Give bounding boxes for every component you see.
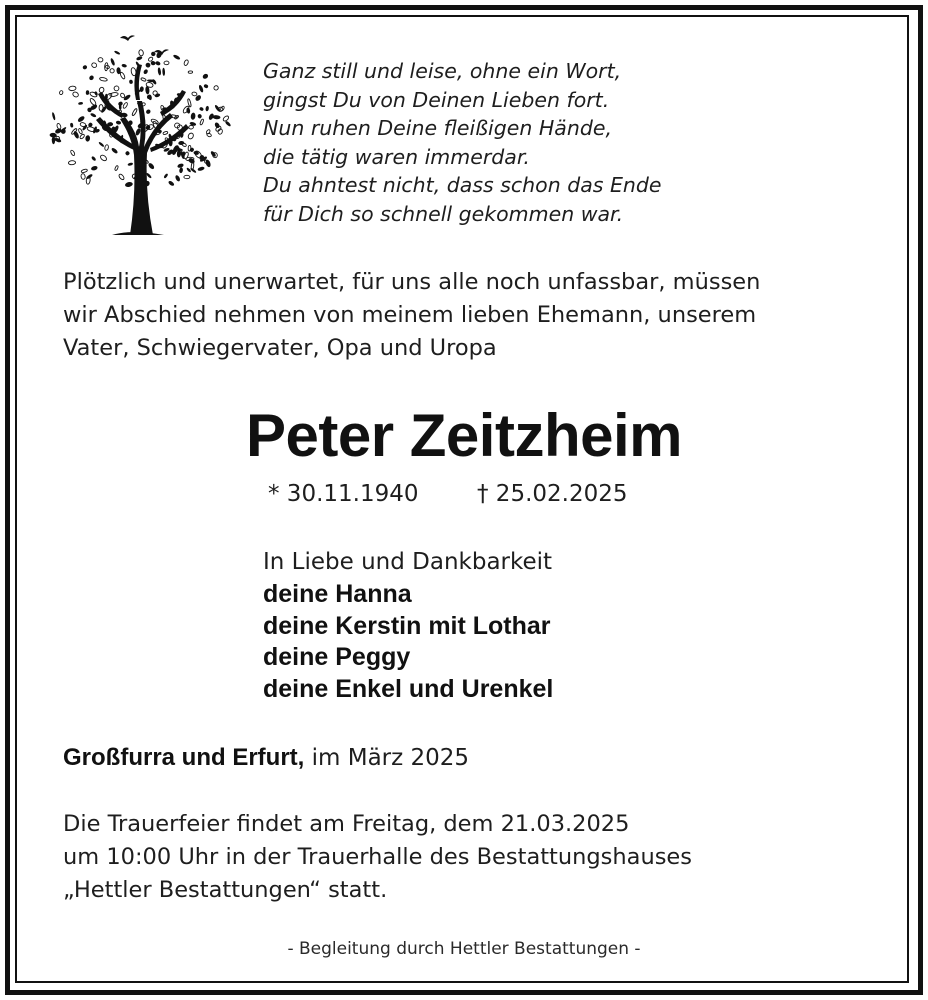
poem-line: Du ahntest nicht, dass schon das Ende <box>263 173 662 198</box>
mourner-name: deine Hanna <box>263 579 412 608</box>
place-date-line <box>63 741 469 775</box>
death-date: † 25.02.2025 <box>477 481 628 507</box>
mourners-intro: In Liebe und Dankbarkeit <box>263 549 553 575</box>
mourner-name: deine Kerstin mit Lothar <box>263 611 551 640</box>
mourner-name: deine Enkel und Urenkel <box>263 675 554 704</box>
place-location: Großfurra und Erfurt, <box>63 744 305 771</box>
poem-line: Ganz still und leise, ohne ein Wort, <box>263 59 622 83</box>
footer-note: - Begleitung durch Hettler Bestattungen - <box>287 939 641 959</box>
poem-line: die tätig waren immerdar. <box>263 144 530 169</box>
birth-date: * 30.11.1940 <box>268 481 419 507</box>
intro-line: wir Abschied nehmen von meinem lieben Ehemann, unserem <box>63 302 757 328</box>
poem-line: gingst Du von Deinen Lieben fort. <box>263 87 610 112</box>
mourners <box>263 547 553 706</box>
deceased-name: Peter Zeitzheim <box>246 402 682 469</box>
poem <box>263 57 662 229</box>
intro-line: Vater, Schwiegervater, Opa und Uropa <box>63 335 497 361</box>
tree-icon <box>42 30 237 242</box>
intro-line: Plötzlich und unerwartet, für uns alle noch unfassbar, müssen <box>63 269 761 295</box>
service-line: um 10:00 Uhr in der Trauerhalle des Bestattungshauses <box>63 844 693 870</box>
service-info <box>63 808 692 907</box>
mourner-name: deine Peggy <box>263 643 411 672</box>
service-line: „Hettler Bestattungen“ statt. <box>63 877 388 903</box>
poem-line: für Dich so schnell gekommen war. <box>263 201 624 226</box>
place-date: im März 2025 <box>304 745 470 771</box>
service-line: Die Trauerfeier findet am Freitag, dem 21.03.2025 <box>63 811 630 837</box>
poem-line: Nun ruhen Deine fleißigen Hände, <box>263 116 612 141</box>
intro-text <box>63 266 760 365</box>
